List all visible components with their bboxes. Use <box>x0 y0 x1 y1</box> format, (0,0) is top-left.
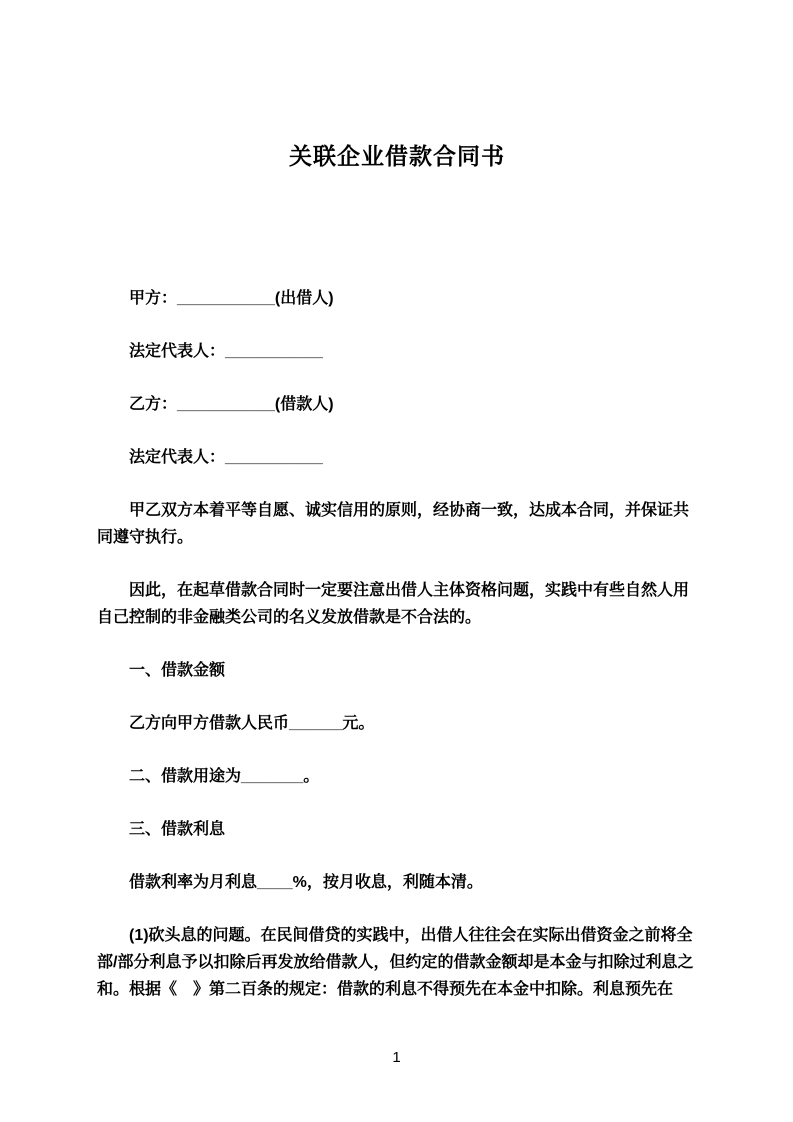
document-title: 关联企业借款合同书 <box>289 143 505 169</box>
interest-rate-line: 借款利率为月利息____%，按月收息，利随本清。 <box>129 874 483 891</box>
section-3-heading: 三、借款利息 <box>129 821 226 838</box>
document-content <box>97 0 697 1003</box>
section-1-heading: 一、借款金额 <box>129 662 226 679</box>
section-2-heading: 二、借款用途为_______。 <box>129 768 320 785</box>
note-paragraph: 因此，在起草借款合同时一定要注意出借人主体资格问题，实践中有些自然人用自己控制的非金融类公司的名义发放借款是不合法的。 <box>97 582 690 626</box>
party-b-line: 乙方：___________(借款人) <box>129 396 334 413</box>
clause-1-paragraph: (1)砍头息的问题。在民间借贷的实践中，出借人往往会在实际出借资金之前将全部/部分利息予以扣除后再发放给借款人，但约定的借款金额却是本金与扣除过利息之和。根据《 》第二百条的规定：借款的利息不得预先在本金中扣除。利息预先在 <box>97 927 694 998</box>
page-number: 1 <box>392 1049 401 1066</box>
legal-rep-b-line: 法定代表人：___________ <box>129 449 323 466</box>
party-a-line: 甲方：___________(出借人) <box>129 290 334 307</box>
loan-amount-line: 乙方向甲方借款人民币______元。 <box>129 715 375 732</box>
legal-rep-a-line: 法定代表人：___________ <box>129 343 323 360</box>
preamble-paragraph: 甲乙双方本着平等自愿、诚实信用的原则，经协商一致，达成本合同，并保证共同遵守执行。 <box>97 502 690 546</box>
